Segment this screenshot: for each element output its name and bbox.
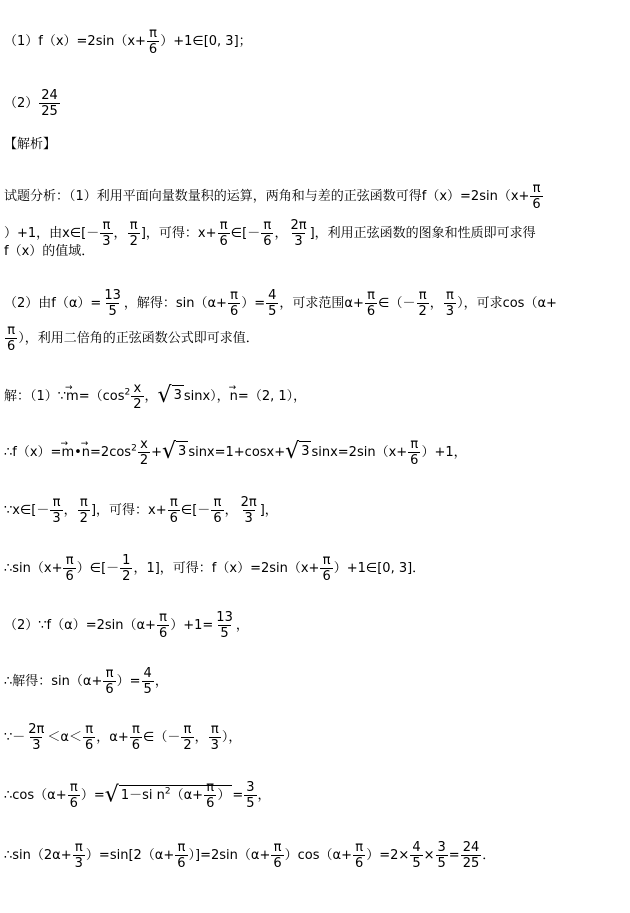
fraction	[410, 840, 422, 871]
text: （1）f（x）=2sin（x+	[4, 34, 146, 49]
answer-part-2	[4, 88, 61, 119]
text: ）+1，由x∈[－	[4, 226, 100, 241]
denominator: 5	[268, 304, 277, 319]
numerator: 2π	[28, 722, 45, 737]
text: ∴sin（x+	[4, 561, 63, 576]
numerator: 4	[412, 840, 421, 855]
text: ）]=2sin（α+	[188, 848, 271, 863]
text: ），可求cos（α+	[457, 296, 557, 311]
radicand	[119, 780, 233, 811]
numerator: π	[149, 26, 157, 41]
fraction	[436, 840, 448, 871]
text: ∈（－	[378, 296, 416, 311]
solution-line-4	[4, 553, 425, 584]
denominator: 3	[210, 738, 219, 753]
numerator: 4	[268, 288, 277, 303]
text: sinx=1+cosx+	[188, 445, 286, 460]
fraction	[103, 666, 115, 697]
vector-m: → m	[61, 445, 74, 461]
denominator: 6	[7, 339, 16, 354]
denominator: 6	[354, 856, 364, 871]
denominator: 6	[84, 738, 94, 753]
answer-part-1	[4, 26, 252, 57]
text: sinx=2sin（x+	[311, 445, 408, 460]
fraction	[39, 88, 60, 119]
text: ），	[221, 730, 242, 745]
text: ，	[429, 296, 443, 311]
numerator: 13	[216, 610, 233, 625]
denominator: 2	[129, 234, 138, 249]
fraction	[175, 840, 187, 871]
numerator: π	[410, 437, 419, 452]
fraction	[218, 218, 230, 249]
exponent: 2	[124, 387, 131, 398]
denominator: 3	[294, 234, 303, 249]
fraction	[417, 288, 429, 319]
text: ]，	[259, 503, 278, 518]
numerator: 24	[462, 840, 480, 855]
denominator: 6	[65, 569, 74, 584]
radical-sign: √	[157, 383, 172, 409]
numerator: π	[263, 218, 272, 233]
numerator: π	[7, 323, 16, 338]
denominator: 3	[244, 511, 253, 526]
fraction	[408, 437, 420, 468]
denominator: 2	[133, 397, 142, 412]
text: ）=	[241, 296, 266, 311]
denominator: 6	[131, 738, 140, 753]
numerator: 1	[122, 553, 131, 568]
denominator: 5	[108, 304, 117, 319]
denominator: 6	[105, 682, 114, 697]
numerator: π	[65, 553, 74, 568]
numerator: π	[177, 840, 186, 855]
text: =	[448, 848, 460, 863]
text: ），利用二倍角的正弦函数公式即可求值．	[18, 331, 259, 346]
analysis-heading: 【解析】	[4, 137, 57, 152]
solution-line-9	[4, 840, 495, 871]
radical-sign: √	[104, 782, 119, 808]
text: ]，利用正弦函数的图象和性质即可求得	[309, 226, 536, 241]
numerator: π	[85, 722, 94, 737]
text: ∴cos（α+	[4, 788, 67, 803]
denominator: 6	[219, 234, 228, 249]
numerator: π	[129, 218, 138, 233]
fraction	[289, 218, 309, 249]
text: ，	[144, 389, 158, 404]
vector-m: → m	[66, 389, 79, 405]
text: ，可求范围α+	[279, 296, 364, 311]
numerator: x	[133, 381, 142, 396]
analysis-line-1	[4, 181, 544, 212]
numerator: π	[183, 722, 192, 737]
denominator: 6	[206, 796, 215, 811]
text: ]，可得：x+	[140, 226, 217, 241]
text: ，1]，可得：f（x）=2sin（x+	[133, 561, 320, 576]
radicand: 3	[172, 385, 184, 403]
vector-n: → n	[82, 445, 90, 461]
text: =（cos	[78, 389, 125, 404]
denominator: 6	[69, 796, 78, 811]
fraction	[73, 840, 85, 871]
fraction	[204, 780, 216, 811]
numerator: 13	[104, 288, 121, 303]
text: ∈[－	[230, 226, 261, 241]
fraction	[100, 218, 112, 249]
fraction	[444, 288, 456, 319]
text: ，	[113, 226, 127, 241]
fraction	[211, 495, 223, 526]
text: ，	[235, 618, 249, 633]
fraction	[131, 381, 143, 412]
fraction	[50, 495, 62, 526]
numerator: π	[322, 553, 331, 568]
text: （2）∵f（α）=2sin（α+	[4, 618, 156, 633]
numerator: π	[206, 780, 215, 795]
numerator: 24	[41, 88, 58, 103]
square-root	[105, 780, 233, 811]
numerator: 2π	[240, 495, 257, 510]
text: ，	[194, 730, 208, 745]
text: ）=2×	[366, 848, 410, 863]
denominator: 2	[183, 738, 192, 753]
fraction	[353, 840, 365, 871]
text: 1－si n	[120, 788, 165, 803]
text: ×	[423, 848, 435, 863]
text: ）=	[80, 788, 105, 803]
denominator: 6	[177, 856, 186, 871]
analysis-line-5	[4, 323, 259, 354]
text: ，	[257, 788, 271, 803]
fraction	[209, 722, 221, 753]
denominator: 25	[462, 856, 480, 871]
denominator: 6	[410, 453, 419, 468]
text: =	[232, 788, 244, 803]
solution-line-1	[4, 381, 306, 412]
fraction	[83, 722, 95, 753]
text: ，α+	[96, 730, 129, 745]
denominator: 25	[41, 104, 58, 119]
fraction	[168, 495, 180, 526]
denominator: 6	[169, 511, 178, 526]
fraction	[130, 722, 142, 753]
numerator: π	[69, 780, 78, 795]
denominator: 6	[366, 304, 376, 319]
fraction	[239, 495, 259, 526]
square-root	[157, 383, 184, 409]
text: ，解得：sin（α+	[123, 296, 227, 311]
analysis-line-3: f（x）的值域．	[4, 244, 95, 259]
square-root	[285, 439, 311, 465]
solution-line-2	[4, 437, 467, 468]
solution-line-3	[4, 495, 278, 526]
denominator: 6	[148, 42, 158, 57]
numerator: π	[79, 495, 88, 510]
text: ，	[224, 503, 238, 518]
numerator: 2π	[290, 218, 307, 233]
fraction	[78, 495, 90, 526]
text: ∴sin（2α+	[4, 848, 72, 863]
text: （2）由f（α）=	[4, 296, 102, 311]
numerator: π	[273, 840, 282, 855]
denominator: 3	[445, 304, 455, 319]
numerator: π	[131, 722, 140, 737]
radical-sign: √	[285, 439, 300, 465]
text: ]，可得：x+	[90, 503, 167, 518]
solution-line-8	[4, 780, 271, 811]
analysis-line-4	[4, 288, 557, 319]
solution-line-6	[4, 666, 168, 697]
denominator: 5	[143, 682, 152, 697]
denominator: 6	[273, 856, 282, 871]
numerator: π	[367, 288, 375, 303]
numerator: π	[219, 218, 228, 233]
numerator: π	[230, 288, 238, 303]
fraction	[271, 840, 283, 871]
numerator: π	[213, 495, 222, 510]
text: ＜α＜	[47, 730, 82, 745]
numerator: π	[102, 218, 111, 233]
denominator: 2	[79, 511, 88, 526]
denominator: 2	[418, 304, 427, 319]
denominator: 5	[220, 626, 229, 641]
text: ，	[63, 503, 77, 518]
text: =2cos	[90, 445, 132, 460]
numerator: 3	[246, 780, 255, 795]
fraction	[63, 553, 75, 584]
denominator: 2	[122, 569, 131, 584]
fraction	[102, 288, 123, 319]
solution-line-5	[4, 610, 249, 641]
numerator: x	[140, 437, 148, 452]
denominator: 3	[74, 856, 83, 871]
numerator: π	[74, 840, 83, 855]
denominator: 2	[139, 453, 149, 468]
fraction	[261, 218, 273, 249]
numerator: π	[169, 495, 178, 510]
denominator: 6	[532, 197, 541, 212]
text: ∴解得：sin（α+	[4, 674, 103, 689]
numerator: π	[446, 288, 454, 303]
numerator: π	[210, 722, 219, 737]
fraction	[138, 437, 150, 468]
text: =（2, 1），	[237, 389, 307, 404]
text: ，	[274, 226, 288, 241]
text: ∵－	[4, 730, 26, 745]
numerator: 3	[437, 840, 446, 855]
numerator: π	[355, 840, 364, 855]
fraction	[530, 181, 542, 212]
fraction	[244, 780, 256, 811]
text: ∴f（x）=	[4, 445, 62, 460]
denominator: 6	[158, 626, 168, 641]
text: 试题分析：（1）利用平面向量数量积的运算，两角和与差的正弦函数可得f（x）=2sin（x+	[4, 189, 530, 204]
fraction	[320, 553, 332, 584]
fraction	[461, 840, 482, 871]
text: +	[151, 445, 162, 460]
fraction	[157, 610, 169, 641]
radicand: 3	[299, 441, 311, 459]
radical-sign: √	[162, 439, 177, 465]
text: ∵x∈[－	[4, 503, 50, 518]
denominator: 3	[52, 511, 61, 526]
denominator: 6	[229, 304, 239, 319]
denominator: 3	[32, 738, 41, 753]
denominator: 6	[263, 234, 272, 249]
text: 解：（1）∵	[4, 389, 67, 404]
text: ∈（－	[143, 730, 181, 745]
text: ）=sin[2（α+	[85, 848, 175, 863]
text: ）cos（α+	[284, 848, 352, 863]
radicand: 3	[176, 441, 188, 459]
dot-operator: •	[74, 445, 82, 460]
fraction	[5, 323, 17, 354]
numerator: π	[159, 610, 167, 625]
text: ）	[217, 788, 231, 803]
text: （α+	[170, 788, 204, 803]
text: ，	[154, 674, 168, 689]
text: ∈[－	[180, 503, 211, 518]
fraction	[181, 722, 193, 753]
text: ）=	[116, 674, 141, 689]
text: ）+1=	[170, 618, 214, 633]
exponent: 2	[164, 786, 171, 797]
fraction	[147, 26, 159, 57]
denominator: 5	[437, 856, 446, 871]
text: ．	[482, 848, 496, 863]
numerator: π	[532, 181, 541, 196]
fraction	[68, 780, 80, 811]
text: （2）	[4, 96, 39, 111]
text: sinx），	[183, 389, 230, 404]
fraction	[26, 722, 46, 753]
text: ）+1∈[0, 3]；	[160, 34, 252, 49]
vector-n: → n	[230, 389, 238, 405]
text: ）+1∈[0, 3]．	[333, 561, 426, 576]
fraction	[266, 288, 278, 319]
exponent: 2	[131, 443, 137, 454]
numerator: π	[105, 666, 114, 681]
fraction	[128, 218, 140, 249]
fraction	[228, 288, 240, 319]
square-root	[162, 439, 188, 465]
fraction	[120, 553, 132, 584]
fraction	[214, 610, 235, 641]
solution-line-7	[4, 722, 241, 753]
denominator: 3	[102, 234, 111, 249]
numerator: 4	[143, 666, 152, 681]
fraction	[142, 666, 154, 697]
text: ）+1，	[421, 445, 467, 460]
denominator: 6	[213, 511, 222, 526]
text: ）∈[－	[76, 561, 120, 576]
denominator: 5	[246, 796, 255, 811]
denominator: 6	[322, 569, 331, 584]
denominator: 5	[412, 856, 421, 871]
numerator: π	[52, 495, 61, 510]
numerator: π	[418, 288, 427, 303]
fraction	[365, 288, 377, 319]
